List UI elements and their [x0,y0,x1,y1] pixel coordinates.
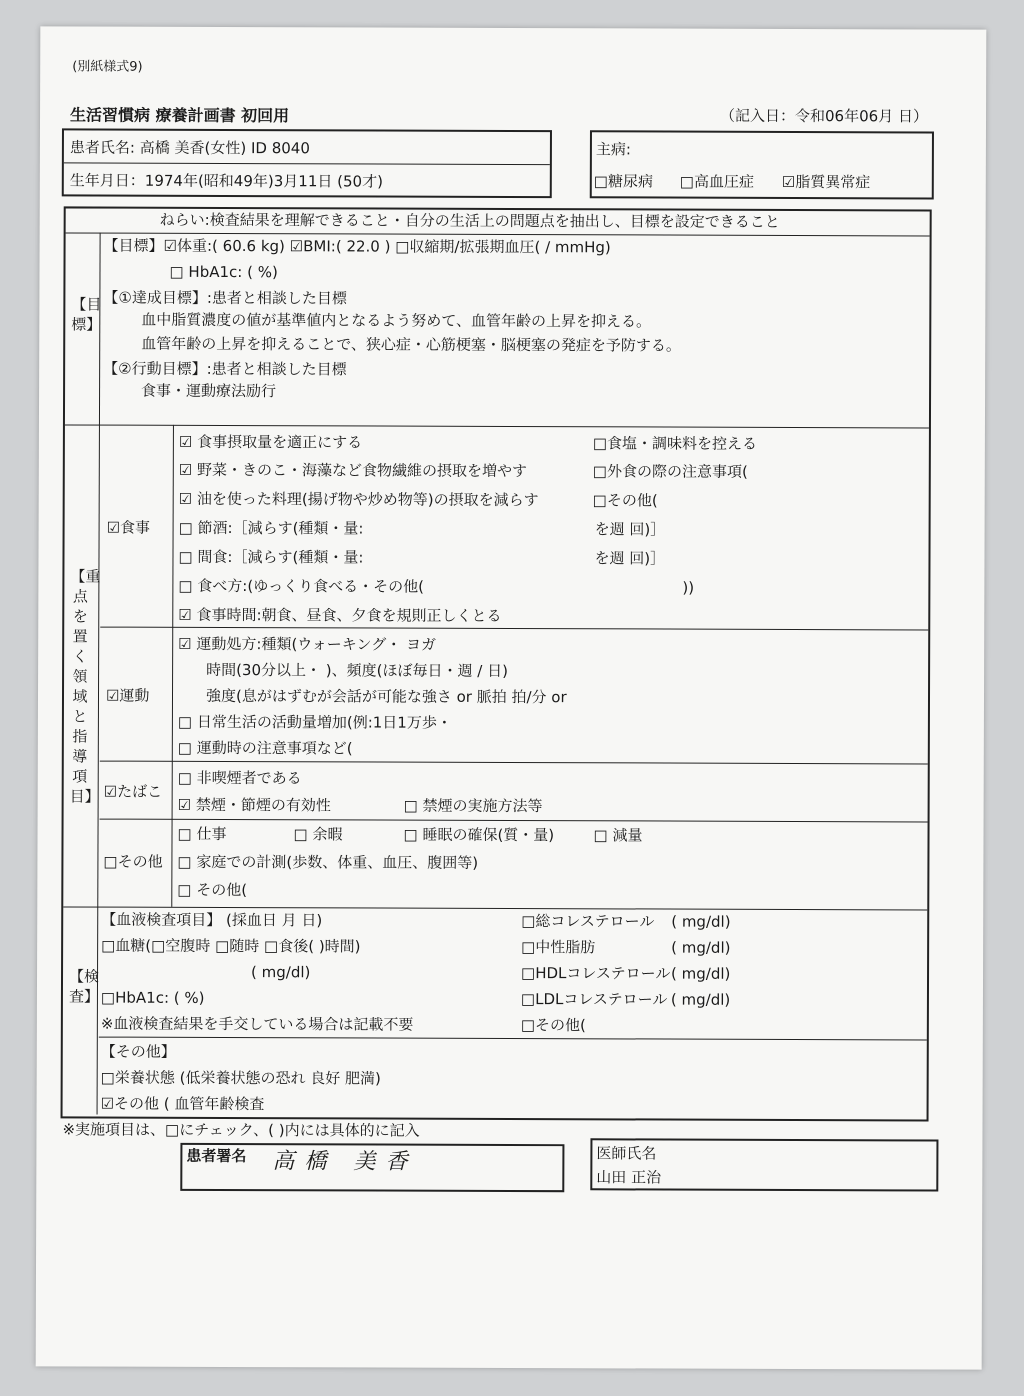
diet-item-2[interactable]: ☑ 野菜・きのこ・海藻など食物繊維の摂取を増やす [178,460,528,481]
diet-right-4: を週 回)］ [594,520,666,539]
tobacco-item-1[interactable]: □ 非喫煙者である [177,768,302,788]
diet-right-1[interactable]: □食塩・調味料を控える [592,434,758,453]
patient-name: 患者氏名: 高橋 美香(女性) ID 8040 [69,138,310,158]
diet-right-5: を週 回)］ [594,549,666,568]
achievement-goal-2: 血管年齢の上昇を抑えることで、狭心症・心筋梗塞・脳梗塞の発症を予防する。 [141,334,681,355]
diet-item-5[interactable]: □ 間食:［減らす(種類・量: [178,547,364,567]
exam-other-header: 【その他】 [100,1042,176,1061]
tobacco-category[interactable]: ☑たばこ [103,782,163,801]
lipid-other[interactable]: □その他( [520,1016,586,1035]
diet-right-2[interactable]: □外食の際の注意事項( [592,462,748,481]
exercise-item-1[interactable]: ☑ 運動処方:種類(ウォーキング・ ヨガ [178,634,437,654]
exam-other-item[interactable]: ☑その他 ( 血管年齢検査 [100,1094,265,1114]
glucose-value: ( mg/dl) [251,963,311,982]
exercise-category[interactable]: ☑運動 [105,686,150,705]
nutrition-status[interactable]: □栄養状態 (低栄養状態の恐れ 良好 肥満) [100,1068,381,1088]
exercise-item-2: 時間(30分以上・ )、頻度(ほぼ毎日・週 / 日) [206,660,508,680]
diet-item-3[interactable]: ☑ 油を使った料理(揚げ物や炒め物等)の摂取を減らす [178,489,539,510]
lipid-hdl-unit: ( mg/dl) [671,964,731,983]
exercise-item-4[interactable]: □ 日常生活の活動量増加(例:1日1万歩・ [177,712,452,732]
glucose-item[interactable]: □血糖(□空腹時 □随時 □食後( )時間) [101,936,361,956]
tobacco-item-2[interactable]: ☑ 禁煙・節煙の有効性 [177,795,331,815]
other-item-work[interactable]: □ 仕事 [177,824,227,844]
goal-weight-bmi-bp: 【目標】☑体重:( 60.6 kg) ☑BMI:( 22.0 ) □収縮期/拡張期血圧( / mmHg) [103,236,611,257]
blood-test-header: 【血液検査項目】 (採血日 月 日) [101,910,323,930]
doctor-name: 山田 正治 [596,1168,662,1187]
other-category[interactable]: □その他 [103,852,163,871]
diet-item-7[interactable]: ☑ 食事時間:朝食、昼食、夕食を規則正しくとる [178,605,502,625]
diet-item-4[interactable]: □ 節酒:［減らす(種類・量: [178,518,364,538]
other-item-home-measure[interactable]: □ 家庭での計測(歩数、体重、血圧、腹囲等) [177,852,479,872]
achievement-goal-1: 血中脂質濃度の値が基準値内となるよう努めて、血管年齢の上昇を抑える。 [141,310,652,331]
lipid-total-chol-unit: ( mg/dl) [671,912,731,931]
lipid-ldl-unit: ( mg/dl) [670,990,731,1009]
exam-side-label: 【検査】 [68,967,100,1006]
lipid-triglyceride[interactable]: □中性脂肪 [521,938,596,957]
hba1c-item[interactable]: □HbA1c: ( %) [100,988,205,1007]
achievement-goal-header: 【①達成目標】:患者と相談した目標 [103,288,347,308]
exercise-item-3: 強度(息がはずむが会話が可能な強さ or 脈拍 拍/分 or [205,686,567,707]
diet-category[interactable]: ☑食事 [106,518,151,537]
other-item-weight-loss[interactable]: □ 減量 [593,826,643,845]
form-title: 生活習慣病 療養計画書 初回用 [69,105,290,126]
record-date: （記入日：令和06年06月 日） [720,106,929,126]
diet-right-6: )) [682,578,695,597]
lipid-triglyceride-unit: ( mg/dl) [671,938,731,957]
other-item-other[interactable]: □ その他( [177,880,248,900]
form-number: (別紙様式9) [72,59,143,75]
doctor-label: 医師氏名 [596,1144,657,1163]
diet-item-1[interactable]: ☑ 食事摂取量を適正にする [178,432,363,452]
tobacco-item-3[interactable]: □ 禁煙の実施方法等 [403,796,543,816]
blood-test-note: ※血液検査結果を手交している場合は記載不要 [100,1014,414,1034]
document-page [36,26,987,1369]
patient-signature: 高橋 美香 [272,1149,418,1175]
footer-note: ※実施項目は、□にチェック、( )内には具体的に記入 [62,1120,420,1140]
behavior-goal-header: 【②行動目標】:患者と相談した目標 [103,359,347,379]
main-disease-label: 主病: [595,140,632,159]
goals-side-label: 【目標】 [71,295,102,334]
other-item-sleep[interactable]: □ 睡眠の確保(質・量) [403,825,555,845]
patient-signature-label: 患者署名 [186,1146,247,1166]
patient-dob: 生年月日：1974年(昭和49年)3月11日 (50才) [69,171,383,191]
disease-dyslipidemia-checkbox[interactable]: ☑脂質異常症 [781,172,871,192]
focus-side-label: 【重点を置く領域と指導項目】 [69,567,101,806]
disease-hypertension-checkbox[interactable]: □高血圧症 [679,172,755,191]
lipid-hdl[interactable]: □HDLコレステロール [521,964,671,983]
other-item-leisure[interactable]: □ 余暇 [293,825,343,844]
lipid-total-chol[interactable]: □総コレステロール [521,912,655,931]
goal-hba1c: □ HbA1c: ( %) [169,262,278,282]
diet-item-6[interactable]: □ 食べ方:(ゆっくり食べる・その他( [178,576,424,596]
lipid-ldl[interactable]: □LDLコレステロール [520,990,668,1009]
aim-text: ねらい:検査結果を理解できること・自分の生活上の問題点を抽出し、目標を設定できること [159,210,780,231]
disease-diabetes-checkbox[interactable]: □糖尿病 [593,172,654,191]
exercise-item-5[interactable]: □ 運動時の注意事項など( [177,738,353,758]
diet-right-3[interactable]: □その他( [592,491,658,510]
behavior-goal-1: 食事・運動療法励行 [141,381,277,401]
